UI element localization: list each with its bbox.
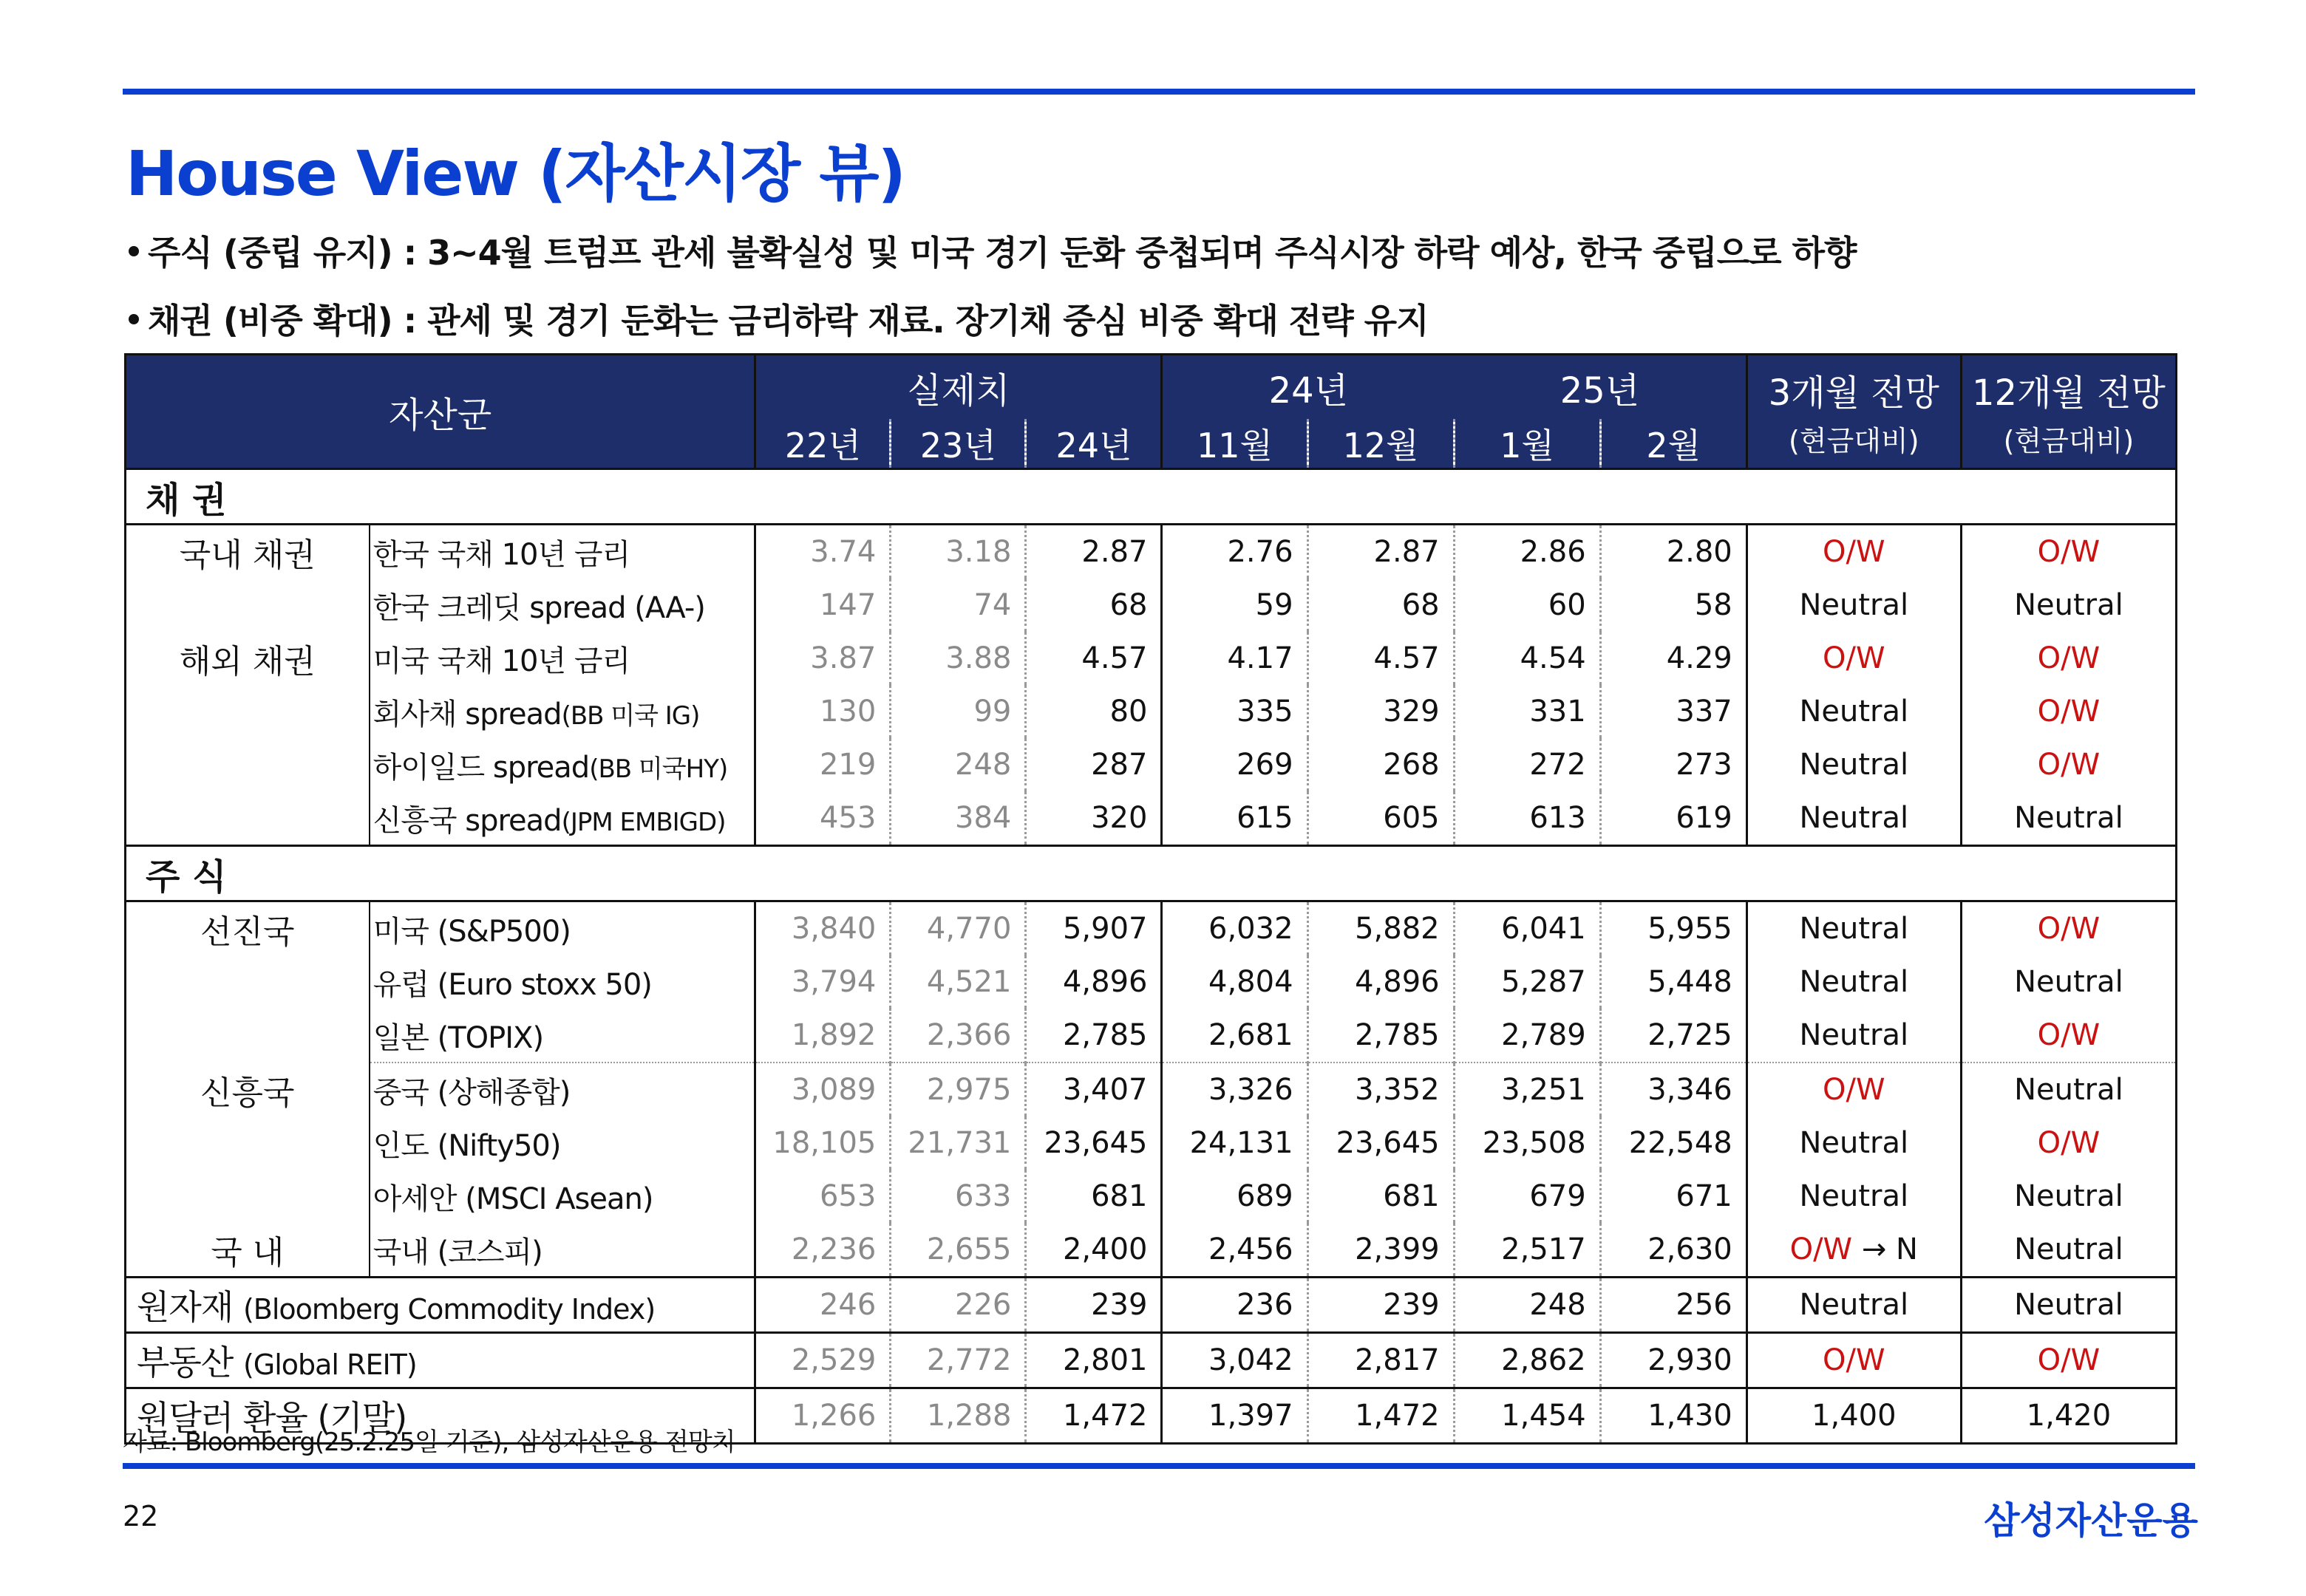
value-cell: 3,407	[1026, 1063, 1162, 1116]
value-cell: 1,288	[891, 1388, 1026, 1444]
value-cell: 2,399	[1307, 1223, 1454, 1278]
value-cell: 80	[1026, 685, 1162, 738]
outlook-12m: Neutral	[1961, 1170, 2176, 1223]
value-cell: 2,930	[1600, 1333, 1746, 1388]
value-cell: 2,400	[1026, 1223, 1162, 1278]
value-cell: 6,041	[1454, 901, 1600, 956]
header-25: 25년	[1454, 355, 1746, 420]
header-year: 24년	[1026, 419, 1162, 469]
value-cell: 1,472	[1026, 1388, 1162, 1444]
value-cell: 384	[891, 791, 1026, 846]
page-title: House View (자산시장 뷰)	[126, 137, 905, 210]
table-row	[126, 1009, 2177, 1063]
header-3m-outlook: 3개월 전망 (현금대비)	[1746, 355, 1961, 469]
source-note: 자료: Bloomberg(25.2.25일 기준), 삼성자산운용 전망치	[123, 1428, 735, 1457]
table-row	[126, 901, 2177, 956]
value-cell: 653	[755, 1170, 891, 1223]
value-cell: 23,508	[1454, 1116, 1600, 1170]
outlook-12m: O/W	[1961, 901, 2176, 956]
table-row	[126, 1170, 2177, 1223]
table-row	[126, 579, 2177, 632]
value-cell: 24,131	[1162, 1116, 1307, 1170]
header-12m-outlook: 12개월 전망 (현금대비)	[1961, 355, 2176, 469]
value-cell: 256	[1600, 1278, 1746, 1333]
item-name: 인도 (Nifty50)	[370, 1116, 755, 1170]
value-cell: 99	[891, 685, 1026, 738]
table-row	[126, 1116, 2177, 1170]
value-cell: 5,448	[1600, 955, 1746, 1009]
value-cell: 331	[1454, 685, 1600, 738]
bullet-bond	[129, 294, 1429, 343]
page-number: 22	[123, 1500, 159, 1532]
value-cell: 4,896	[1026, 955, 1162, 1009]
value-cell: 60	[1454, 579, 1600, 632]
value-cell: 5,287	[1454, 955, 1600, 1009]
outlook-3m: Neutral	[1746, 1009, 1961, 1063]
outlook-12m: Neutral	[1961, 791, 2176, 846]
group-label: 선진국	[126, 901, 370, 956]
value-cell: 3,251	[1454, 1063, 1600, 1116]
bullet-dot-icon	[129, 246, 139, 256]
value-cell: 2,366	[891, 1009, 1026, 1063]
value-cell: 4.57	[1026, 632, 1162, 685]
value-cell: 681	[1307, 1170, 1454, 1223]
header-24: 24년	[1162, 355, 1454, 420]
outlook-3m: O/W	[1746, 525, 1961, 579]
value-cell: 246	[755, 1278, 891, 1333]
item-name: 한국 국채 10년 금리	[370, 525, 755, 579]
table-row	[126, 955, 2177, 1009]
value-cell: 1,430	[1600, 1388, 1746, 1444]
value-cell: 3.18	[891, 525, 1026, 579]
header-actual: 실제치	[755, 355, 1162, 420]
bullet-text: 채권 (비중 확대) : 관세 및 경기 둔화는 금리하락 재료. 장기채 중심 비중 확대 전략 유지	[148, 301, 1429, 341]
value-cell: 2,975	[891, 1063, 1026, 1116]
header-year: 23년	[891, 419, 1026, 469]
value-cell: 248	[1454, 1278, 1600, 1333]
outlook-12m: O/W	[1961, 1116, 2176, 1170]
value-cell: 4.54	[1454, 632, 1600, 685]
value-cell: 671	[1600, 1170, 1746, 1223]
value-cell: 2,725	[1600, 1009, 1746, 1063]
outlook-3m: O/W	[1746, 1063, 1961, 1116]
value-cell: 2,785	[1026, 1009, 1162, 1063]
header-row-top	[126, 355, 2177, 420]
value-cell: 21,731	[891, 1116, 1026, 1170]
value-cell: 453	[755, 791, 891, 846]
value-cell: 4,770	[891, 901, 1026, 956]
section-row-equity	[126, 846, 2177, 901]
value-cell: 335	[1162, 685, 1307, 738]
value-cell: 2,817	[1307, 1333, 1454, 1388]
item-name: 회사채 spread(BB 미국 IG)	[370, 685, 755, 738]
table-row	[126, 632, 2177, 685]
outlook-12m: Neutral	[1961, 1223, 2176, 1278]
outlook-3m: Neutral	[1746, 1170, 1961, 1223]
value-cell: 236	[1162, 1278, 1307, 1333]
outlook-12m: O/W	[1961, 685, 2176, 738]
value-cell: 5,907	[1026, 901, 1162, 956]
bullet-text: 주식 (중립 유지) : 3~4월 트럼프 관세 불확실성 및 미국 경기 둔화 중첩되며 주식시장 하락 예상, 한국 중립으로 하향	[148, 233, 1857, 273]
value-cell: 1,397	[1162, 1388, 1307, 1444]
table-row	[126, 1278, 2177, 1333]
value-cell: 287	[1026, 738, 1162, 791]
outlook-12m: Neutral	[1961, 1063, 2176, 1116]
table-row	[126, 1063, 2177, 1116]
item-name: 국내 (코스피)	[370, 1223, 755, 1278]
value-cell: 2,789	[1454, 1009, 1600, 1063]
value-cell: 615	[1162, 791, 1307, 846]
section-row-bond	[126, 469, 2177, 525]
house-view-table	[124, 353, 2177, 1445]
value-cell: 689	[1162, 1170, 1307, 1223]
value-cell: 4,521	[891, 955, 1026, 1009]
item-name: 원자재 (Bloomberg Commodity Index)	[126, 1278, 755, 1333]
value-cell: 239	[1026, 1278, 1162, 1333]
value-cell: 269	[1162, 738, 1307, 791]
value-cell: 4.57	[1307, 632, 1454, 685]
value-cell: 59	[1162, 579, 1307, 632]
table-row	[126, 525, 2177, 579]
outlook-3m: Neutral	[1746, 901, 1961, 956]
item-name: 신흥국 spread(JPM EMBIGD)	[370, 791, 755, 846]
value-cell: 1,472	[1307, 1388, 1454, 1444]
bullet-dot-icon	[129, 314, 139, 324]
value-cell: 23,645	[1026, 1116, 1162, 1170]
value-cell: 2,772	[891, 1333, 1026, 1388]
value-cell: 248	[891, 738, 1026, 791]
value-cell: 681	[1026, 1170, 1162, 1223]
value-cell: 23,645	[1307, 1116, 1454, 1170]
value-cell: 4,804	[1162, 955, 1307, 1009]
item-name: 원달러 환율 (기말)	[126, 1388, 755, 1444]
value-cell: 2,630	[1600, 1223, 1746, 1278]
item-name: 아세안 (MSCI Asean)	[370, 1170, 755, 1223]
value-cell: 3.87	[755, 632, 891, 685]
value-cell: 2.86	[1454, 525, 1600, 579]
value-cell: 3,326	[1162, 1063, 1307, 1116]
value-cell: 58	[1600, 579, 1746, 632]
value-cell: 6,032	[1162, 901, 1307, 956]
table-row	[126, 685, 2177, 738]
value-cell: 74	[891, 579, 1026, 632]
value-cell: 679	[1454, 1170, 1600, 1223]
table-row	[126, 738, 2177, 791]
value-cell: 273	[1600, 738, 1746, 791]
item-name: 한국 크레딧 spread (AA-)	[370, 579, 755, 632]
header-month: 11월	[1162, 419, 1307, 469]
value-cell: 2,655	[891, 1223, 1026, 1278]
bottom-rule	[123, 1463, 2195, 1469]
outlook-12m: O/W	[1961, 525, 2176, 579]
item-name: 미국 국채 10년 금리	[370, 632, 755, 685]
outlook-3m: Neutral	[1746, 685, 1961, 738]
group-label: 국내 채권	[126, 525, 370, 579]
value-cell: 268	[1307, 738, 1454, 791]
value-cell: 1,454	[1454, 1388, 1600, 1444]
item-name: 일본 (TOPIX)	[370, 1009, 755, 1063]
outlook-3m: Neutral	[1746, 579, 1961, 632]
value-cell: 329	[1307, 685, 1454, 738]
value-cell: 18,105	[755, 1116, 891, 1170]
value-cell: 320	[1026, 791, 1162, 846]
value-cell: 22,548	[1600, 1116, 1746, 1170]
value-cell: 619	[1600, 791, 1746, 846]
value-cell: 4.17	[1162, 632, 1307, 685]
value-cell: 337	[1600, 685, 1746, 738]
value-cell: 613	[1454, 791, 1600, 846]
outlook-3m: O/W	[1746, 1333, 1961, 1388]
value-cell: 2.87	[1026, 525, 1162, 579]
outlook-12m: Neutral	[1961, 579, 2176, 632]
value-cell: 130	[755, 685, 891, 738]
brand-logo: 삼성자산운용	[1984, 1499, 2198, 1542]
header-month: 2월	[1600, 419, 1746, 469]
value-cell: 2.87	[1307, 525, 1454, 579]
header-month: 1월	[1454, 419, 1600, 469]
value-cell: 605	[1307, 791, 1454, 846]
outlook-3m: O/W	[1746, 632, 1961, 685]
value-cell: 2.80	[1600, 525, 1746, 579]
item-name: 중국 (상해종합)	[370, 1063, 755, 1116]
outlook-12m: 1,420	[1961, 1388, 2176, 1444]
outlook-12m: O/W	[1961, 632, 2176, 685]
value-cell: 5,955	[1600, 901, 1746, 956]
outlook-3m: Neutral	[1746, 1278, 1961, 1333]
outlook-12m: Neutral	[1961, 1278, 2176, 1333]
value-cell: 147	[755, 579, 891, 632]
item-name: 유럽 (Euro stoxx 50)	[370, 955, 755, 1009]
value-cell: 2,801	[1026, 1333, 1162, 1388]
value-cell: 3,794	[755, 955, 891, 1009]
value-cell: 3,042	[1162, 1333, 1307, 1388]
value-cell: 1,266	[755, 1388, 891, 1444]
table-row	[126, 791, 2177, 846]
outlook-12m: O/W	[1961, 738, 2176, 791]
outlook-3m: Neutral	[1746, 738, 1961, 791]
value-cell: 2,517	[1454, 1223, 1600, 1278]
item-name: 하이일드 spread(BB 미국HY)	[370, 738, 755, 791]
item-name: 미국 (S&P500)	[370, 901, 755, 956]
value-cell: 3,346	[1600, 1063, 1746, 1116]
value-cell: 68	[1026, 579, 1162, 632]
bullet-equity	[129, 226, 1857, 275]
value-cell: 5,882	[1307, 901, 1454, 956]
value-cell: 3,352	[1307, 1063, 1454, 1116]
group-label: 신흥국	[200, 1074, 295, 1112]
outlook-3m: Neutral	[1746, 955, 1961, 1009]
header-month: 12월	[1307, 419, 1454, 469]
outlook-12m: O/W	[1961, 1333, 2176, 1388]
value-cell: 4,896	[1307, 955, 1454, 1009]
section-label: 주 식	[126, 846, 2177, 901]
section-label: 채 권	[126, 469, 2177, 525]
value-cell: 239	[1307, 1278, 1454, 1333]
value-cell: 633	[891, 1170, 1026, 1223]
value-cell: 2,862	[1454, 1333, 1600, 1388]
outlook-3m: Neutral	[1746, 1116, 1961, 1170]
value-cell: 2.76	[1162, 525, 1307, 579]
group-label: 국 내	[211, 1234, 285, 1272]
value-cell: 3.88	[891, 632, 1026, 685]
value-cell: 3,089	[755, 1063, 891, 1116]
value-cell: 2,456	[1162, 1223, 1307, 1278]
value-cell: 3,840	[755, 901, 891, 956]
value-cell: 2,785	[1307, 1009, 1454, 1063]
table-row	[126, 1333, 2177, 1388]
value-cell: 219	[755, 738, 891, 791]
value-cell: 1,892	[755, 1009, 891, 1063]
item-name: 부동산 (Global REIT)	[126, 1333, 755, 1388]
top-rule	[123, 89, 2195, 95]
outlook-3m: Neutral	[1746, 791, 1961, 846]
group-label: 해외 채권	[179, 643, 316, 681]
value-cell: 2,236	[755, 1223, 891, 1278]
header-year: 22년	[755, 419, 891, 469]
value-cell: 68	[1307, 579, 1454, 632]
value-cell: 4.29	[1600, 632, 1746, 685]
outlook-3m: O/W → N	[1746, 1223, 1961, 1278]
outlook-3m: 1,400	[1746, 1388, 1961, 1444]
value-cell: 2,681	[1162, 1009, 1307, 1063]
header-asset-class: 자산군	[126, 355, 755, 469]
table-row	[126, 1223, 2177, 1278]
value-cell: 226	[891, 1278, 1026, 1333]
outlook-12m: O/W	[1961, 1009, 2176, 1063]
value-cell: 2,529	[755, 1333, 891, 1388]
value-cell: 272	[1454, 738, 1600, 791]
outlook-12m: Neutral	[1961, 955, 2176, 1009]
value-cell: 3.74	[755, 525, 891, 579]
